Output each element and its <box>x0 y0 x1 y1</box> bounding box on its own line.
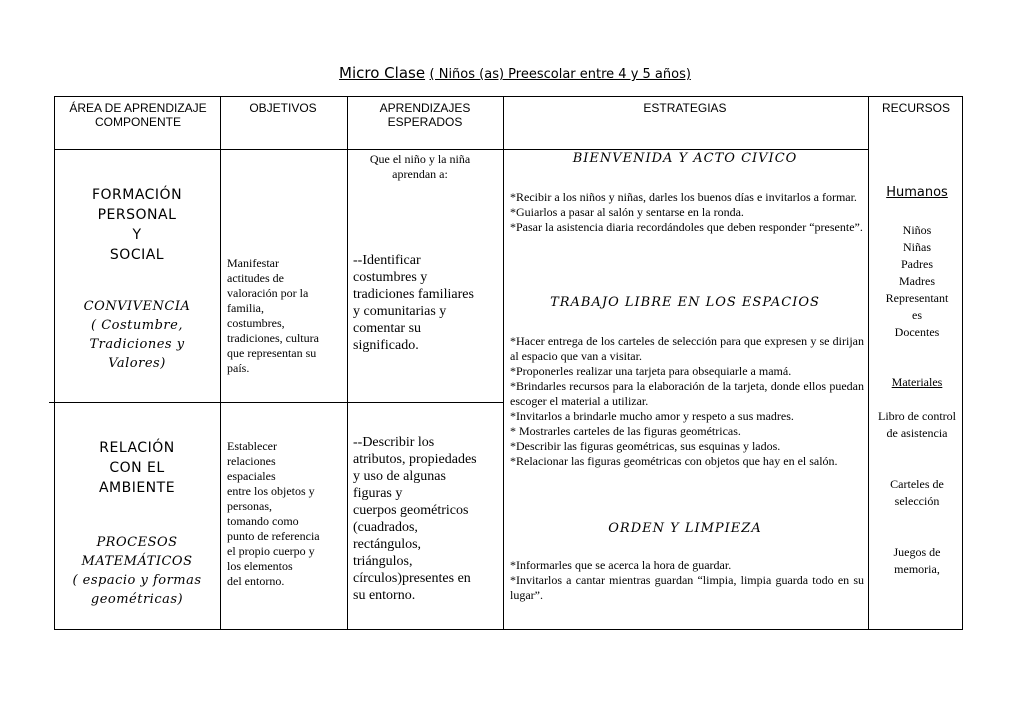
estrategia-item: *Pasar la asistencia diaria recordándoles que deben responder “presente”. <box>510 220 863 234</box>
estrategia-item: *Hacer entrega de los carteles de selección para que expresen y se dirijan al espacio que van a visitar. <box>510 334 864 363</box>
area-row2-subtitle: PROCESOS MATEMÁTICOS ( espacio y formas geométricas) <box>72 535 202 607</box>
col-divider <box>503 97 504 629</box>
recursos-material-item: Libro de control de asistencia <box>878 409 956 440</box>
col-divider <box>347 97 348 629</box>
aprendizajes-row2: --Describir los atributos, propiedades y uso de algunas figuras y cuerpos geométricos (cuadrados, rectángulos, triángulos, círculos)presentes en su entorno. <box>353 435 477 603</box>
col-divider <box>220 97 221 629</box>
estrategias-section-title: BIENVENIDA Y ACTO CIVICO <box>572 151 798 166</box>
estrategias-section3 <box>510 558 864 603</box>
estrategia-item: * Mostrarles carteles de las figuras geométricas. <box>510 424 741 438</box>
header-area: ÁREA DE APRENDIZAJE COMPONENTE <box>69 101 207 129</box>
aprendizajes-row1: --Identificar costumbres y tradiciones familiares y comunitarias y comentar su significado. <box>353 253 474 353</box>
recursos-materiales-title: Materiales <box>891 375 943 389</box>
estrategia-item: *Invitarlos a cantar mientras guardan “limpia, limpia guarda todo en su lugar”. <box>510 573 864 602</box>
estrategia-item: *Invitarlos a brindarle mucho amor y respeto a sus madres. <box>510 409 794 423</box>
estrategias-section-title: ORDEN Y LIMPIEZA <box>608 521 762 536</box>
header-divider <box>55 149 868 150</box>
objetivos-row2: Establecer relaciones espaciales entre los objetos y personas, tomando como punto de referencia el propio cuerpo y los elementos del entorno. <box>227 439 320 588</box>
recursos-humanos-title: Humanos <box>886 185 948 200</box>
lesson-table <box>54 96 963 630</box>
estrategia-item: *Guiarlos a pasar al salón y sentarse en la ronda. <box>510 205 744 219</box>
title-main: Micro Clase <box>339 64 426 82</box>
row-divider <box>49 402 503 403</box>
estrategia-item: *Brindarles recursos para la elaboración de la tarjeta, donde ellos puedan escoger el material a utilizar. <box>510 379 864 408</box>
estrategias-section2 <box>510 334 864 469</box>
header-objetivos: OBJETIVOS <box>249 101 317 115</box>
header-estrategias: ESTRATEGIAS <box>643 101 727 115</box>
recursos-material-item: Juegos de memoria, <box>893 545 941 576</box>
estrategia-item: *Informarles que se acerca la hora de guardar. <box>510 558 732 572</box>
document-title <box>0 64 1030 82</box>
objetivos-row1: Manifestar actitudes de valoración por la familia, costumbres, tradiciones, cultura que representan su país. <box>227 256 319 375</box>
title-subtitle: ( Niños (as) Preescolar entre 4 y 5 años) <box>429 67 691 82</box>
estrategia-item: *Recibir a los niños y niñas, darles los buenos días e invitarlos a formar. <box>510 190 857 204</box>
area-row1-subtitle: CONVIVENCIA ( Costumbre, Tradiciones y Valores) <box>83 299 191 371</box>
estrategias-section1 <box>510 190 864 235</box>
col-divider <box>868 97 869 629</box>
estrategia-item: *Describir las figuras geométricas, sus esquinas y lados. <box>510 439 781 453</box>
estrategia-item: *Relacionar las figuras geométricas con objetos que hay en el salón. <box>510 454 838 468</box>
recursos-material-item: Carteles de selección <box>890 477 944 508</box>
header-aprendizajes: APRENDIZAJES ESPERADOS <box>379 101 471 129</box>
estrategia-item: *Proponerles realizar una tarjeta para obsequiarle a mamá. <box>510 364 792 378</box>
aprendizajes-intro: Que el niño y la niña aprendan a: <box>369 152 471 181</box>
header-recursos: RECURSOS <box>881 101 950 115</box>
recursos-humanos-list: Niños Niñas Padres Madres Representant es Docentes <box>885 223 949 339</box>
estrategias-section-title: TRABAJO LIBRE EN LOS ESPACIOS <box>550 295 820 310</box>
area-row1-title: FORMACIÓN PERSONAL Y SOCIAL <box>91 187 183 263</box>
area-row2-title: RELACIÓN CON EL AMBIENTE <box>98 440 176 496</box>
